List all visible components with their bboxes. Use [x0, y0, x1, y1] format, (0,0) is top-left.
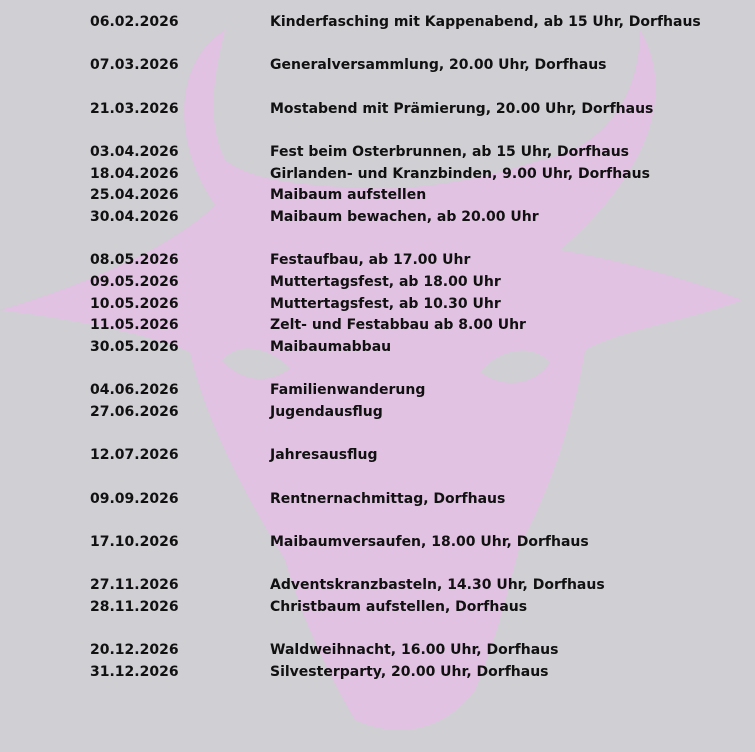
event-description: Maibaumversaufen, 18.00 Uhr, Dorfhaus — [270, 534, 589, 550]
event-date: 20.12.2026 — [90, 642, 179, 659]
event-row — [0, 99, 755, 120]
event-date: 21.03.2026 — [90, 100, 179, 117]
event-date: 09.05.2026 — [90, 274, 179, 290]
event-description: Maibaum aufstellen — [270, 187, 427, 204]
event-description: Adventskranzbasteln, 14.30 Uhr, Dorfhaus — [270, 577, 605, 594]
event-row — [0, 250, 755, 271]
event-description: Zelt- und Festabbau ab 8.00 Uhr — [270, 317, 526, 334]
event-date: 18.04.2026 — [90, 165, 179, 182]
event-date: 11.05.2026 — [90, 317, 179, 334]
event-date: 12.07.2026 — [90, 447, 179, 464]
event-row — [0, 12, 755, 33]
event-date: 25.04.2026 — [90, 187, 179, 204]
event-row — [0, 164, 755, 185]
event-date: 07.03.2026 — [90, 57, 179, 74]
event-description: Fest beim Osterbrunnen, ab 15 Uhr, Dorfhaus — [270, 144, 629, 161]
event-date: 06.02.2026 — [90, 14, 179, 30]
event-date: 31.12.2026 — [90, 664, 179, 680]
event-row — [0, 142, 755, 163]
event-row — [0, 185, 755, 206]
event-description: Kinderfasching mit Kappenabend, ab 15 Uhr, Dorfhaus — [270, 14, 701, 30]
event-row — [0, 380, 755, 401]
event-row — [0, 402, 755, 423]
event-row — [0, 575, 755, 596]
event-date: 10.05.2026 — [90, 295, 179, 312]
event-date: 09.09.2026 — [90, 490, 179, 507]
event-date: 27.06.2026 — [90, 403, 179, 420]
event-description: Waldweihnacht, 16.00 Uhr, Dorfhaus — [270, 642, 559, 659]
event-description: Muttertagsfest, ab 18.00 Uhr — [270, 274, 501, 290]
event-date: 04.06.2026 — [90, 382, 179, 399]
event-row — [0, 662, 755, 683]
event-description: Muttertagsfest, ab 10.30 Uhr — [270, 295, 501, 312]
event-row — [0, 445, 755, 466]
event-description: Familienwanderung — [270, 382, 426, 399]
event-row — [0, 337, 755, 358]
event-row — [0, 272, 755, 293]
event-row — [0, 55, 755, 76]
event-description: Jahresausflug — [270, 447, 378, 464]
event-date: 17.10.2026 — [90, 534, 179, 550]
event-description: Jugendausflug — [270, 403, 383, 420]
event-date: 27.11.2026 — [90, 577, 179, 594]
event-date: 28.11.2026 — [90, 599, 179, 615]
event-row — [0, 315, 755, 336]
event-row — [0, 640, 755, 661]
event-description: Mostabend mit Prämierung, 20.00 Uhr, Dorfhaus — [270, 100, 654, 117]
event-date: 30.04.2026 — [90, 209, 179, 225]
event-description: Generalversammlung, 20.00 Uhr, Dorfhaus — [270, 57, 607, 74]
event-description: Silvesterparty, 20.00 Uhr, Dorfhaus — [270, 664, 549, 680]
event-description: Girlanden- und Kranzbinden, 9.00 Uhr, Dorfhaus — [270, 165, 650, 182]
event-description: Maibaumabbau — [270, 338, 392, 355]
event-row — [0, 294, 755, 315]
event-description: Rentnernachmittag, Dorfhaus — [270, 490, 506, 507]
event-row — [0, 532, 755, 553]
event-row — [0, 207, 755, 228]
event-date: 08.05.2026 — [90, 252, 179, 269]
event-row — [0, 597, 755, 618]
event-description: Festaufbau, ab 17.00 Uhr — [270, 252, 471, 269]
event-description: Maibaum bewachen, ab 20.00 Uhr — [270, 209, 539, 225]
event-date: 03.04.2026 — [90, 144, 179, 161]
event-date: 30.05.2026 — [90, 338, 179, 355]
event-description: Christbaum aufstellen, Dorfhaus — [270, 599, 528, 615]
event-row — [0, 489, 755, 510]
